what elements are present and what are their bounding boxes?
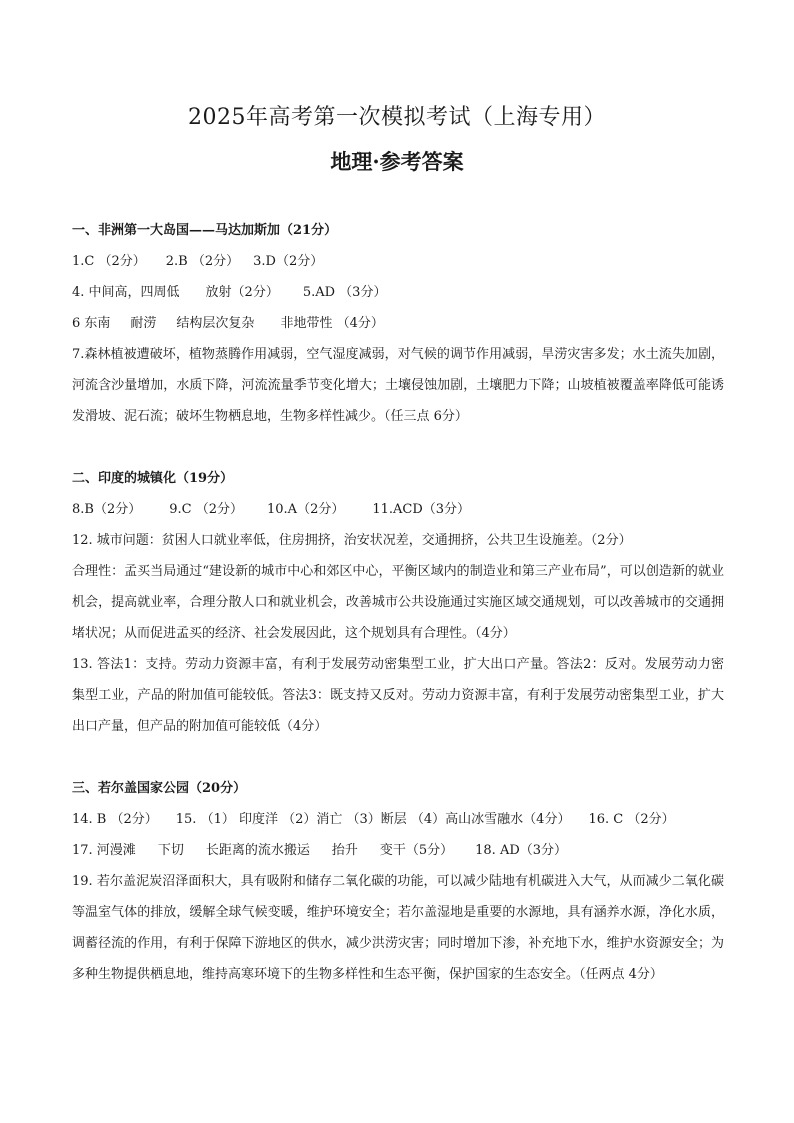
answer-17e: 变干（5分） [379,843,454,858]
answers-14-16 [72,804,724,835]
section-3-heading: 三、若尔盖国家公园（20分） [72,781,247,796]
answer-4: 4. 中间高，四周低 [72,285,180,300]
answer-2: 2.B （2分） [165,254,240,269]
document-subtitle: 地理·参考答案 [330,149,464,174]
answer-4b: 放射（2分） [205,285,279,300]
answer-17b: 下切 [157,843,184,858]
answers-1-3 [72,246,724,277]
answer-6a: 6 东南 [72,316,111,331]
answer-3: 3.D（2分） [253,254,324,269]
answer-15: 15. （1） 印度洋 （2）消亡 （3）断层 （4）高山冰雪融水（4分） [175,812,571,827]
answers-4-5 [72,277,724,308]
answer-8: 8.B（2分） [72,502,142,517]
answer-7: 7.森林植被遭破坏，植物蒸腾作用减弱，空气湿度减弱，对气候的调节作用减弱，旱涝灾害多发；水土流失加剧，河流含沙量增加，水质下降，河流流量季节变化增大；土壤侵蚀加剧，土壤肥力下降；山坡植被覆盖率降低可能诱发滑坡、泥石流；破坏生物栖息地，生物多样性减少。（任三点 6分） [72,347,724,424]
answer-16: 16. C （2分） [588,812,675,827]
answers-8-11 [72,494,724,525]
answer-17c: 长距离的流水搬运 [205,843,310,858]
answer-9: 9.C （2分） [169,502,243,517]
section-2-heading: 二、印度的城镇化（19分） [72,471,234,486]
answer-11: 11.ACD（3分） [372,502,471,517]
answer-6c: 结构层次复杂 [176,316,255,331]
answer-13: 13. 答法1：支持。劳动力资源丰富，有利于发展劳动密集型工业，扩大出口产量。答法2：反对。发展劳动力密集型工业，产品的附加值可能较低。答法3：既支持又反对。劳动力资源丰富，有利于发展劳动密集型工业，扩大出口产量，但产品的附加值可能较低（4分） [72,657,724,734]
answer-6 [72,308,724,339]
answers-17-18 [72,835,724,866]
answer-14: 14. B （2分） [72,812,158,827]
answer-content [72,215,724,990]
answer-12-rationale: 合理性：孟买当局通过“建设新的城市中心和郊区中心，平衡区域内的制造业和第三产业布局”，可以创造新的就业机会，提高就业率，合理分散人口和就业机会，改善城市公共设施通过实施区域交通规划，可以改善城市的交通拥堵状况；从而促进孟买的经济、社会发展因此，这个规划具有合理性。（4分） [72,564,724,641]
section-1-heading: 一、非洲第一大岛国——马达加斯加（21分） [72,223,338,238]
answer-12-problems: 12. 城市问题：贫困人口就业率低，住房拥挤，治安状况差，交通拥挤，公共卫生设施差。（2分） [72,533,632,548]
answer-6d: 非地带性 （4分） [280,316,384,331]
answer-17a: 17. 河漫滩 [72,843,136,858]
document-title: 2025年高考第一次模拟考试（上海专用） [188,105,606,130]
answer-5: 5.AD （3分） [302,285,387,300]
answer-10: 10.A（2分） [267,502,345,517]
answer-19: 19. 若尔盖泥炭沼泽面积大，具有吸附和储存二氧化碳的功能，可以减少陆地有机碳进入大气，从而减少二氧化碳等温室气体的排放，缓解全球气候变暖，维护环境安全；若尔盖湿地是重要的水源地，具有涵养水源，净化水质，调蓄径流的作用，有利于保障下游地区的供水，减少洪涝灾害；同时增加下渗，补充地下水，维护水资源安全；为多种生物提供栖息地，维持高寒环境下的生物多样性和生态平衡，保护国家的生态安全。（任两点 4分） [72,874,724,982]
answer-6b: 耐涝 [130,316,157,331]
answer-17d: 抬升 [331,843,358,858]
answer-18: 18. AD（3分） [475,843,568,858]
answer-1: 1.C （2分） [72,254,146,269]
